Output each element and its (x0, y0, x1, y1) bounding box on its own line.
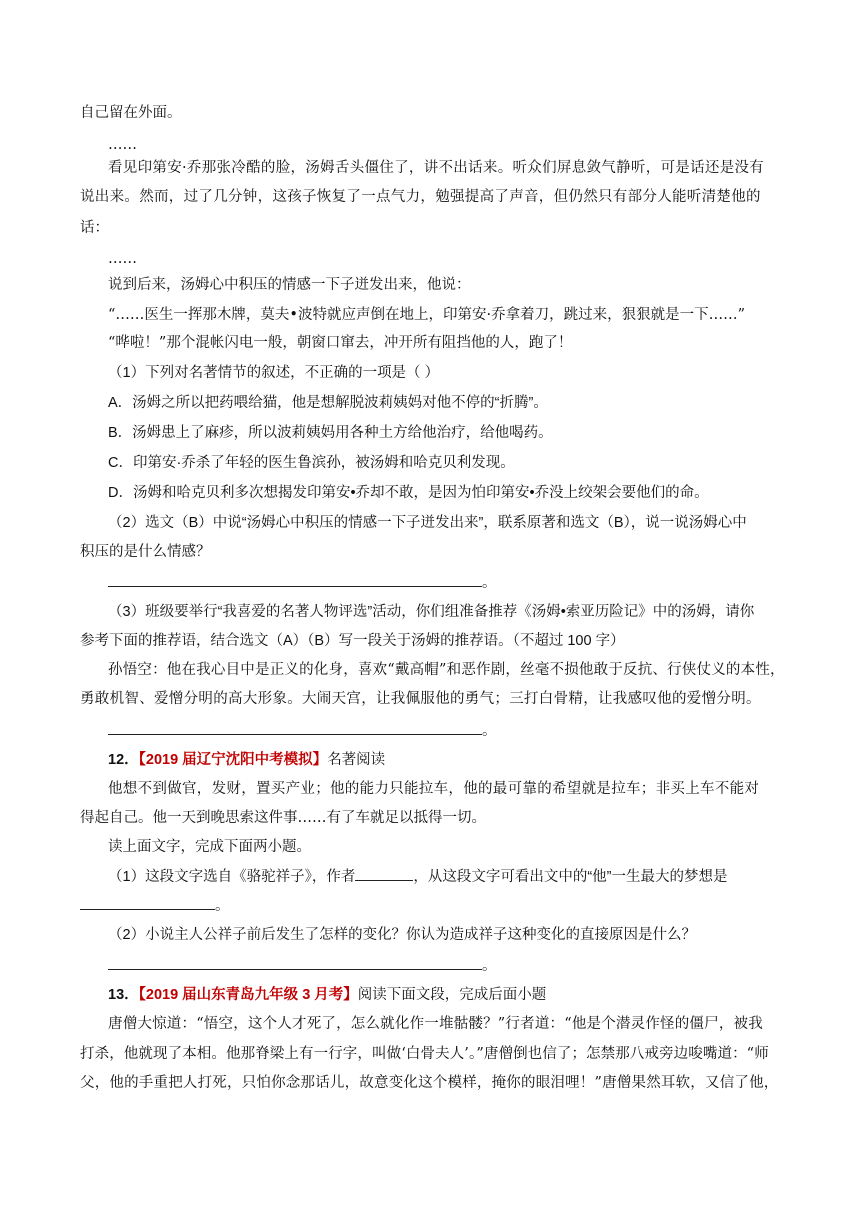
question-number: 12． (108, 752, 139, 768)
question-number: 13． (108, 987, 139, 1003)
question-header (108, 985, 808, 1005)
sample-text: 勇敢机智、爱憎分明的高大形象。大闹天宫，让我佩服他的勇气；三打白骨精，让我感叹他的爱憎分明。 (80, 691, 761, 707)
passage-line: 自己留在外面。 (80, 105, 182, 121)
question-stem: （2）选文（B）中说“汤姆心中积压的情感一下子迸发出来”，联系原著和选文（B），说一说汤姆心中 (108, 515, 747, 531)
source-tag: 【2019 届辽宁沈阳中考模拟】 (138, 752, 328, 768)
question-header (108, 750, 808, 770)
question-stem: （1）下列对名著情节的叙述，不正确的一项是（ ） (108, 365, 440, 381)
option-b: B．汤姆患上了麻疹，所以波莉姨妈用各种土方给他治疗，给他喝药。 (108, 425, 553, 441)
ellipsis-line: …… (108, 251, 137, 267)
question-stem: 积压的是什么情感？ (80, 544, 211, 560)
question-stem: （2）小说主人公祥子前后发生了怎样的变化？你认为造成祥子这种变化的直接原因是什么？ (108, 927, 697, 943)
question-stem: 参考下面的推荐语，结合选文（A）（B）写一段关于汤姆的推荐语。（不超过 100 字） (80, 633, 625, 649)
author-blank[interactable] (355, 866, 413, 881)
answer-blank[interactable]: 。 (108, 955, 808, 976)
question-title: 名著阅读 (327, 752, 386, 768)
option-c: C．印第安·乔杀了年轻的医生鲁滨孙，被汤姆和哈克贝利发现。 (108, 455, 515, 471)
answer-blank[interactable]: 。 (108, 720, 808, 741)
sample-text: 孙悟空：他在我心目中是正义的化身，喜欢“戴高帽”和恶作剧，丝毫不损他敢于反抗、行侠仗义的本性， (108, 662, 785, 678)
passage-line: 他想不到做官，发财，置买产业；他的能力只能拉车，他的最可靠的希望就是拉车；非买上车不能对 (108, 781, 760, 797)
question-stem: （3）班级要举行“我喜爱的名著人物评选”活动，你们组准备推荐《汤姆•索亚历险记》中的汤姆，请你 (108, 604, 755, 620)
passage-line: 唐僧大惊道：“悟空，这个人才死了，怎么就化作一堆骷髅？”行者道：“他是个潜灵作怪的僵尸，被我 (108, 1016, 763, 1032)
answer-blank[interactable]: 。 (108, 572, 808, 593)
passage-line: “……医生一挥那木牌，莫夫•波特就应声倒在地上，印第安·乔拿着刀，跳过来，狠狠就是一下……” (108, 307, 745, 323)
passage-line: 看见印第安·乔那张冷酷的脸，汤姆舌头僵住了，讲不出话来。听众们屏息敛气静听，可是话还是没有 (108, 160, 765, 176)
passage-line: 说到后来，汤姆心中积压的情感一下子迸发出来，他说： (108, 277, 471, 293)
source-tag: 【2019 届山东青岛九年级 3 月考】 (138, 987, 358, 1003)
question-stem: （1）这段文字选自《骆驼祥子》，作者 ，从这段文字可看出文中的“他”一生最大的梦想是 (108, 866, 808, 887)
passage-line: “哗啦！”那个混帐闪电一般，朝窗口窜去，冲开所有阻挡他的人，跑了！ (108, 335, 573, 351)
option-d: D．汤姆和哈克贝利多次想揭发印第安•乔却不敢，是因为怕印第安•乔没上绞架会要他们的命。 (108, 485, 709, 501)
instruction: 读上面文字，完成下面两小题。 (108, 839, 311, 855)
question-title: 阅读下面文段，完成后面小题 (357, 987, 547, 1003)
answer-blank[interactable]: 。 (80, 895, 780, 916)
passage-line: 得起自己。他一天到晚思索这件事……有了车就足以抵得一切。 (80, 810, 486, 826)
passage-line: 话： (80, 220, 109, 236)
ellipsis-line: …… (108, 137, 137, 153)
passage-line: 打杀，他就现了本相。他那脊梁上有一行字，叫做‘白骨夫人’。”唐僧倒也信了；怎禁那八戒旁边唆嘴道：“师 (80, 1046, 769, 1062)
option-a: A．汤姆之所以把药喂给猫，他是想解脱波莉姨妈对他不停的“折腾”。 (108, 395, 548, 411)
passage-line: 父，他的手重把人打死，只怕你念那话儿，故意变化这个模样，掩你的眼泪哩！”唐僧果然耳软，又信了他， (80, 1075, 779, 1091)
passage-line: 说出来。然而，过了几分钟，这孩子恢复了一点气力，勉强提高了声音，但仍然只有部分人能听清楚他的 (80, 189, 761, 205)
